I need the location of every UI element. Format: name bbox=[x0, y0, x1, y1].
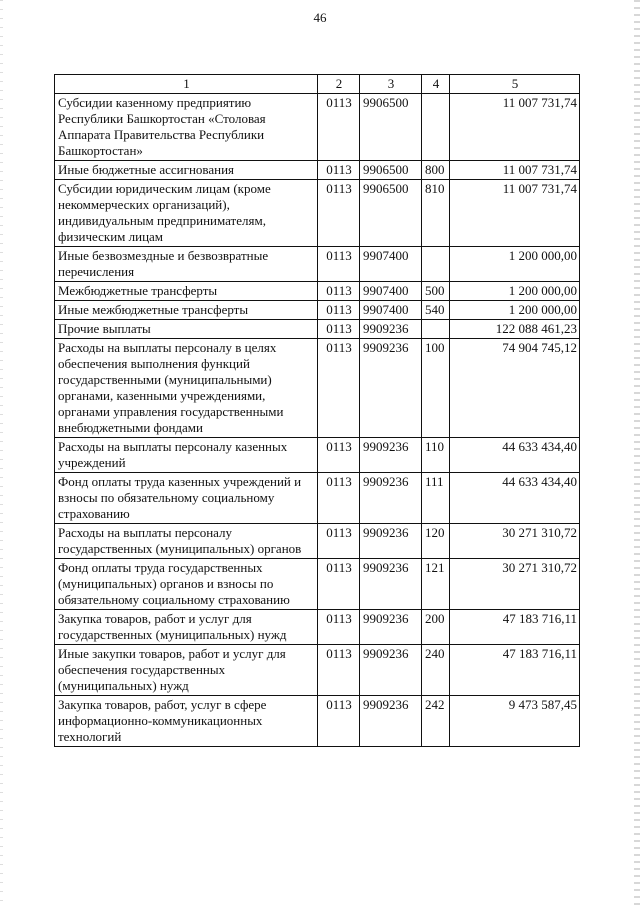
table-row bbox=[55, 339, 580, 438]
row-vr-cell: 100 bbox=[422, 339, 450, 438]
row-code-cell: 9907400 bbox=[360, 282, 422, 301]
row-section-cell: 0113 bbox=[318, 610, 360, 645]
row-vr-cell: 500 bbox=[422, 282, 450, 301]
row-sum-cell: 1 200 000,00 bbox=[450, 282, 580, 301]
row-section-cell: 0113 bbox=[318, 301, 360, 320]
row-name-cell: Расходы на выплаты персоналу казенных учреждений bbox=[55, 438, 318, 473]
row-sum-cell: 122 088 461,23 bbox=[450, 320, 580, 339]
table-row bbox=[55, 161, 580, 180]
row-sum-cell: 47 183 716,11 bbox=[450, 610, 580, 645]
row-vr-cell bbox=[422, 320, 450, 339]
row-name-cell: Иные бюджетные ассигнования bbox=[55, 161, 318, 180]
header-cell-vr: 4 bbox=[422, 75, 450, 94]
row-vr-cell: 540 bbox=[422, 301, 450, 320]
row-section-cell: 0113 bbox=[318, 94, 360, 161]
table-row bbox=[55, 301, 580, 320]
row-vr-cell: 200 bbox=[422, 610, 450, 645]
header-cell-sum: 5 bbox=[450, 75, 580, 94]
row-code-cell: 9909236 bbox=[360, 696, 422, 747]
table-row bbox=[55, 94, 580, 161]
table-row bbox=[55, 320, 580, 339]
row-sum-cell: 74 904 745,12 bbox=[450, 339, 580, 438]
row-section-cell: 0113 bbox=[318, 180, 360, 247]
table-row bbox=[55, 180, 580, 247]
row-section-cell: 0113 bbox=[318, 247, 360, 282]
table-row bbox=[55, 645, 580, 696]
row-name-cell: Фонд оплаты труда казенных учреждений и взносы по обязательному социальному страхованию bbox=[55, 473, 318, 524]
header-cell-name: 1 bbox=[55, 75, 318, 94]
scan-edge-right bbox=[634, 0, 640, 905]
row-vr-cell: 111 bbox=[422, 473, 450, 524]
row-sum-cell: 44 633 434,40 bbox=[450, 438, 580, 473]
row-code-cell: 9909236 bbox=[360, 339, 422, 438]
row-section-cell: 0113 bbox=[318, 320, 360, 339]
row-name-cell: Закупка товаров, работ и услуг для государственных (муниципальных) нужд bbox=[55, 610, 318, 645]
scan-edge-left bbox=[0, 0, 3, 905]
table-body bbox=[55, 94, 580, 747]
row-name-cell: Субсидии казенному предприятию Республики Башкортостан «Столовая Аппарата Правительства Республики Башкортостан» bbox=[55, 94, 318, 161]
row-sum-cell: 1 200 000,00 bbox=[450, 301, 580, 320]
row-section-cell: 0113 bbox=[318, 645, 360, 696]
row-vr-cell: 240 bbox=[422, 645, 450, 696]
row-section-cell: 0113 bbox=[318, 438, 360, 473]
row-vr-cell: 242 bbox=[422, 696, 450, 747]
header-cell-code: 3 bbox=[360, 75, 422, 94]
row-vr-cell bbox=[422, 247, 450, 282]
row-code-cell: 9907400 bbox=[360, 301, 422, 320]
row-sum-cell: 1 200 000,00 bbox=[450, 247, 580, 282]
row-code-cell: 9906500 bbox=[360, 161, 422, 180]
page-number: 46 bbox=[313, 10, 327, 25]
row-vr-cell: 121 bbox=[422, 559, 450, 610]
table-row bbox=[55, 282, 580, 301]
row-name-cell: Межбюджетные трансферты bbox=[55, 282, 318, 301]
row-section-cell: 0113 bbox=[318, 559, 360, 610]
row-name-cell: Иные закупки товаров, работ и услуг для обеспечения государственных (муниципальных) нужд bbox=[55, 645, 318, 696]
row-sum-cell: 44 633 434,40 bbox=[450, 473, 580, 524]
row-section-cell: 0113 bbox=[318, 339, 360, 438]
row-vr-cell: 800 bbox=[422, 161, 450, 180]
row-section-cell: 0113 bbox=[318, 473, 360, 524]
header-cell-section: 2 bbox=[318, 75, 360, 94]
row-code-cell: 9909236 bbox=[360, 610, 422, 645]
row-section-cell: 0113 bbox=[318, 282, 360, 301]
table-header-row bbox=[55, 75, 580, 94]
row-code-cell: 9909236 bbox=[360, 438, 422, 473]
row-code-cell: 9906500 bbox=[360, 180, 422, 247]
budget-table bbox=[54, 74, 580, 747]
table-row bbox=[55, 438, 580, 473]
row-section-cell: 0113 bbox=[318, 696, 360, 747]
row-code-cell: 9907400 bbox=[360, 247, 422, 282]
row-name-cell: Субсидии юридическим лицам (кроме некоммерческих организаций), индивидуальным предпринимателям, физическим лицам bbox=[55, 180, 318, 247]
row-vr-cell: 810 bbox=[422, 180, 450, 247]
row-sum-cell: 30 271 310,72 bbox=[450, 559, 580, 610]
row-sum-cell: 11 007 731,74 bbox=[450, 180, 580, 247]
row-name-cell: Расходы на выплаты персоналу государственных (муниципальных) органов bbox=[55, 524, 318, 559]
row-vr-cell: 120 bbox=[422, 524, 450, 559]
row-section-cell: 0113 bbox=[318, 161, 360, 180]
table-row bbox=[55, 559, 580, 610]
row-code-cell: 9909236 bbox=[360, 320, 422, 339]
row-code-cell: 9909236 bbox=[360, 559, 422, 610]
row-sum-cell: 11 007 731,74 bbox=[450, 161, 580, 180]
row-vr-cell bbox=[422, 94, 450, 161]
row-sum-cell: 11 007 731,74 bbox=[450, 94, 580, 161]
row-name-cell: Закупка товаров, работ, услуг в сфере информационно-коммуникационных технологий bbox=[55, 696, 318, 747]
table-row bbox=[55, 473, 580, 524]
row-sum-cell: 30 271 310,72 bbox=[450, 524, 580, 559]
table-row bbox=[55, 610, 580, 645]
row-name-cell: Расходы на выплаты персоналу в целях обеспечения выполнения функций государственными (муниципальными) органами, казенными учреждениями, органами управления государственными внебюджетными фондами bbox=[55, 339, 318, 438]
row-sum-cell: 47 183 716,11 bbox=[450, 645, 580, 696]
row-vr-cell: 110 bbox=[422, 438, 450, 473]
row-section-cell: 0113 bbox=[318, 524, 360, 559]
row-name-cell: Иные межбюджетные трансферты bbox=[55, 301, 318, 320]
row-code-cell: 9909236 bbox=[360, 473, 422, 524]
table-row bbox=[55, 524, 580, 559]
row-sum-cell: 9 473 587,45 bbox=[450, 696, 580, 747]
row-code-cell: 9906500 bbox=[360, 94, 422, 161]
row-name-cell: Прочие выплаты bbox=[55, 320, 318, 339]
table-row bbox=[55, 247, 580, 282]
row-name-cell: Фонд оплаты труда государственных (муниципальных) органов и взносы по обязательному социальному страхованию bbox=[55, 559, 318, 610]
table-row bbox=[55, 696, 580, 747]
row-code-cell: 9909236 bbox=[360, 645, 422, 696]
row-code-cell: 9909236 bbox=[360, 524, 422, 559]
row-name-cell: Иные безвозмездные и безвозвратные перечисления bbox=[55, 247, 318, 282]
